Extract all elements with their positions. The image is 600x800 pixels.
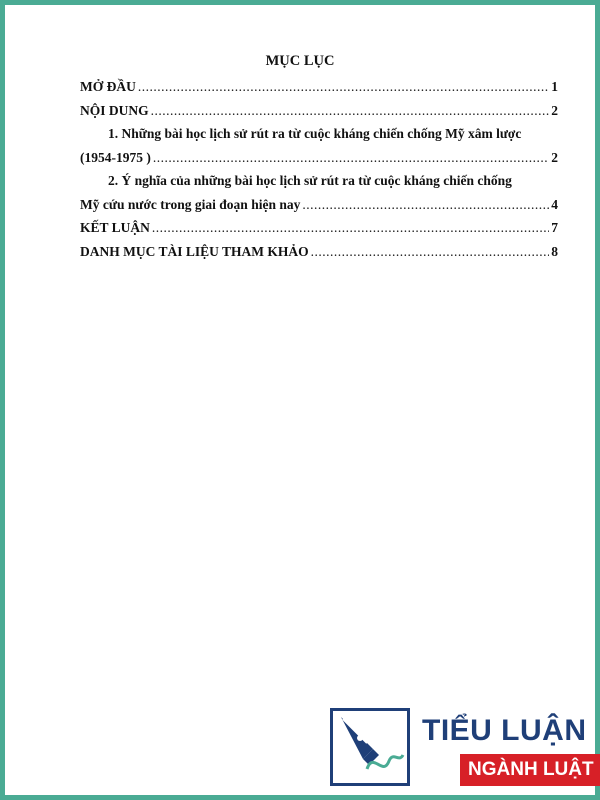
dot-leader xyxy=(138,75,549,99)
toc-entry-text: NỘI DUNG xyxy=(80,102,149,118)
toc-entry-section-2-line1[interactable] xyxy=(80,169,558,193)
dot-leader xyxy=(153,146,549,170)
dot-leader xyxy=(311,240,550,264)
toc-entry-text: DANH MỤC TÀI LIỆU THAM KHẢO xyxy=(80,243,309,259)
toc-entry-text: (1954-1975 ) xyxy=(80,149,151,165)
document-page xyxy=(5,5,595,795)
toc-entry-section-1-line1[interactable] xyxy=(80,122,558,146)
toc-page-number: 2 xyxy=(551,102,558,118)
toc-entry-mo-dau[interactable] xyxy=(80,75,558,99)
toc-title: MỤC LỤC xyxy=(265,53,335,69)
dot-leader xyxy=(151,99,550,123)
logo-subtitle: NGÀNH LUẬT xyxy=(460,754,600,786)
toc-entry-tai-lieu[interactable] xyxy=(80,240,558,264)
toc-page-number: 1 xyxy=(551,79,558,94)
toc-entry-text: KẾT LUẬN xyxy=(80,220,150,235)
toc-entry-section-1-line2[interactable] xyxy=(80,146,558,170)
toc-entry-text: 1. Những bài học lịch sử rút ra từ cuộc kháng chiến chống Mỹ xâm lược xyxy=(108,126,522,141)
toc-entry-section-2-line2[interactable] xyxy=(80,193,558,217)
site-logo xyxy=(330,708,594,790)
logo-emblem xyxy=(330,708,410,786)
toc-page-number: 8 xyxy=(551,243,558,259)
toc-entry-ket-luan[interactable] xyxy=(80,216,558,240)
toc-page-number: 7 xyxy=(551,220,558,235)
fountain-pen-icon xyxy=(333,711,407,783)
table-of-contents xyxy=(80,75,558,263)
toc-page-number: 4 xyxy=(551,196,558,212)
toc-entry-text: 2. Ý nghĩa của những bài học lịch sử rút ra từ cuộc kháng chiến chống xyxy=(108,173,512,188)
toc-entry-noi-dung[interactable] xyxy=(80,99,558,123)
logo-title: TIỂU LUẬN xyxy=(422,714,587,747)
dot-leader xyxy=(152,216,549,240)
toc-entry-text: Mỹ cứu nước trong giai đoạn hiện nay xyxy=(80,196,301,212)
toc-entry-text: MỞ ĐẦU xyxy=(80,79,136,94)
dot-leader xyxy=(302,193,549,217)
toc-page-number: 2 xyxy=(551,149,558,165)
